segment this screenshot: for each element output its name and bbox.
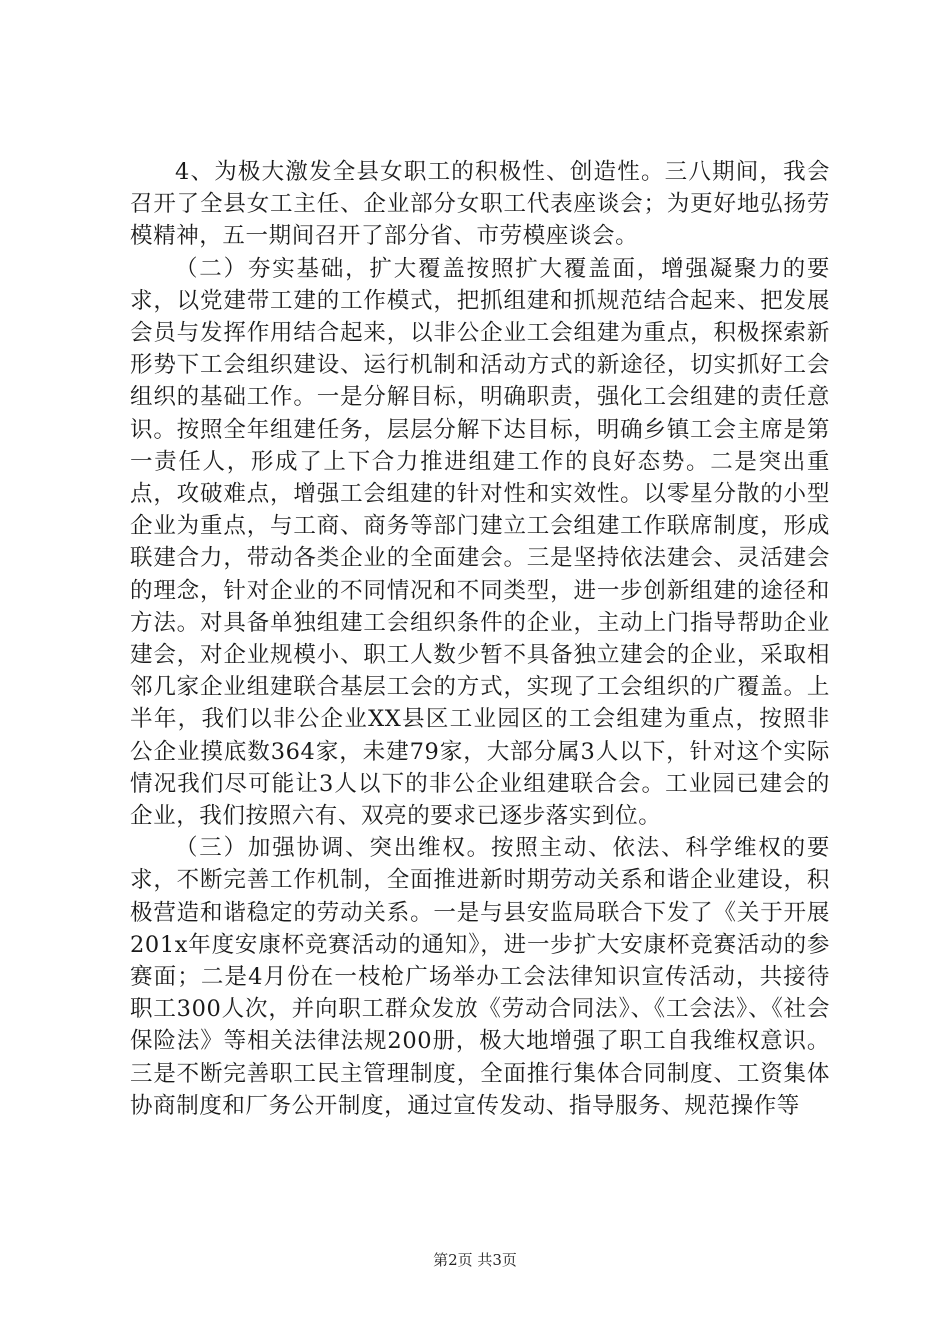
document-body bbox=[130, 156, 830, 1122]
paragraph-1: 4、为极大激发全县女职工的积极性、创造性。三八期间，我会召开了全县女工主任、企业部分女职工代表座谈会；为更好地弘扬劳模精神，五一期间召开了部分省、市劳模座谈会。 bbox=[130, 159, 830, 250]
paragraph-2: （二）夯实基础，扩大覆盖按照扩大覆盖面，增强凝聚力的要求，以党建带工建的工作模式，把抓组建和抓规范结合起来、把发展会员与发挥作用结合起来，以非公企业工会组建为重点，积极探索新形势下工会组织建设、运行机制和活动方式的新途径，切实抓好工会组织的基础工作。一是分解目标，明确职责，强化工会组建的责任意识。按照全年组建任务，层层分解下达目标，明确乡镇工会主席是第一责任人，形成了上下合力推进组建工作的良好态势。二是突出重点，攻破难点，增强工会组建的针对性和实效性。以零星分散的小型企业为重点，与工商、商务等部门建立工会组建工作联席制度，形成联建合力，带动各类企业的全面建会。三是坚持依法建会、灵活建会的理念，针对企业的不同情况和不同类型，进一步创新组建的途径和方法。对具备单独组建工会组织条件的企业，主动上门指导帮助企业建会，对企业规模小、职工人数少暂不具备独立建会的企业，采取相邻几家企业组建联合基层工会的方式，实现了工会组织的广覆盖。上半年，我们以非公企业XX县区工业园区的工会组建为重点，按照非公企业摸底数364家，未建79家，大部分属3人以下，针对这个实际情况我们尽可能让3人以下的非公企业组建联合会。工业园已建会的企业，我们按照六有、双亮的要求已逐步落实到位。 bbox=[130, 255, 830, 830]
page-number-footer: 第2页 共3页 bbox=[433, 1251, 517, 1269]
paragraph-3: （三）加强协调、突出维权。按照主动、依法、科学维权的要求，不断完善工作机制，全面推进新时期劳动关系和谐企业建设，积极营造和谐稳定的劳动关系。一是与县安监局联合下发了《关于开展201x年度安康杯竞赛活动的通知》，进一步扩大安康杯竞赛活动的参赛面；二是4月份在一枝枪广场举办工会法律知识宣传活动，共接待职工300人次，并向职工群众发放《劳动合同法》、《工会法》、《社会保险法》等相关法律法规200册，极大地增强了职工自我维权意识。三是不断完善职工民主管理制度，全面推行集体合同制度、工资集体协商制度和厂务公开制度，通过宣传发动、指导服务、规范操作等 bbox=[130, 835, 830, 1119]
